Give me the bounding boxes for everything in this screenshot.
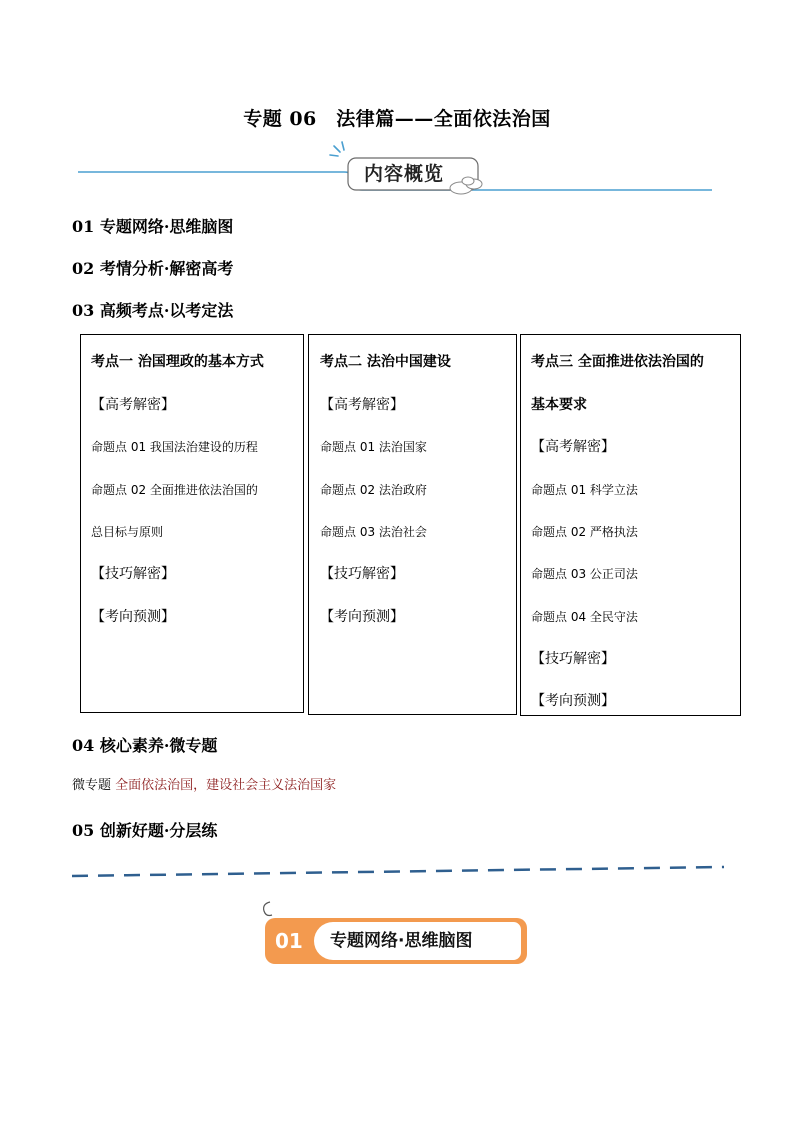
box-line: 命题点 02 法治政府 [320,483,427,497]
section-mindmap[interactable]: 01 专题网络·思维脑图 [72,217,234,236]
box-line: 【考向预测】 [91,609,175,625]
section-exam-analysis[interactable]: 02 考情分析·解密高考 [72,259,234,278]
box-line: 命题点 03 公正司法 [531,567,638,581]
box-line: 总目标与原则 [91,525,164,539]
box-title-cont: 基本要求 [531,397,587,413]
box-line: 命题点 01 法治国家 [320,440,427,454]
box-title: 考点一 治国理政的基本方式 [91,354,264,370]
overview-label: 内容概览 [363,163,444,185]
micro-topic[interactable] [72,774,336,793]
box-line: 【技巧解密】 [320,566,404,582]
box-line: 命题点 01 科学立法 [531,483,638,497]
section-banner [265,918,527,964]
box-line: 命题点 04 全民守法 [531,610,638,624]
banner-label: 专题网络·思维脑图 [314,922,521,960]
section-core-literacy[interactable]: 04 核心素养·微专题 [72,736,218,755]
section-key-points[interactable]: 03 高频考点·以考定法 [72,301,234,320]
box-line: 【高考解密】 [531,439,615,455]
page-title: 专题 06 法律篇——全面依法治国 [243,108,551,130]
box-line: 命题点 01 我国法治建设的历程 [91,440,258,454]
micro-topic-text: 全面依法治国，建设社会主义法治国家 [115,778,337,793]
box-line: 【考向预测】 [320,609,404,625]
sparkle-icon [330,142,344,156]
section-practice[interactable]: 05 创新好题·分层练 [72,821,218,840]
box-line: 【高考解密】 [320,397,404,413]
banner-number: 01 [275,929,303,953]
key-point-box-1 [80,334,304,713]
box-line: 【考向预测】 [531,693,615,709]
box-line: 命题点 02 全面推进依法治国的 [91,483,258,497]
micro-topic-prefix: 微专题 [72,778,116,793]
box-title: 考点三 全面推进依法治国的 [531,354,704,370]
key-point-box-3 [520,334,741,716]
box-line: 【技巧解密】 [91,566,175,582]
box-title: 考点二 法治中国建设 [320,354,451,370]
box-line: 【技巧解密】 [531,651,615,667]
box-line: 命题点 03 法治社会 [320,525,427,539]
box-line: 命题点 02 严格执法 [531,525,638,539]
box-line: 【高考解密】 [91,397,175,413]
dashed-divider [70,864,726,880]
key-point-box-2 [308,334,517,715]
